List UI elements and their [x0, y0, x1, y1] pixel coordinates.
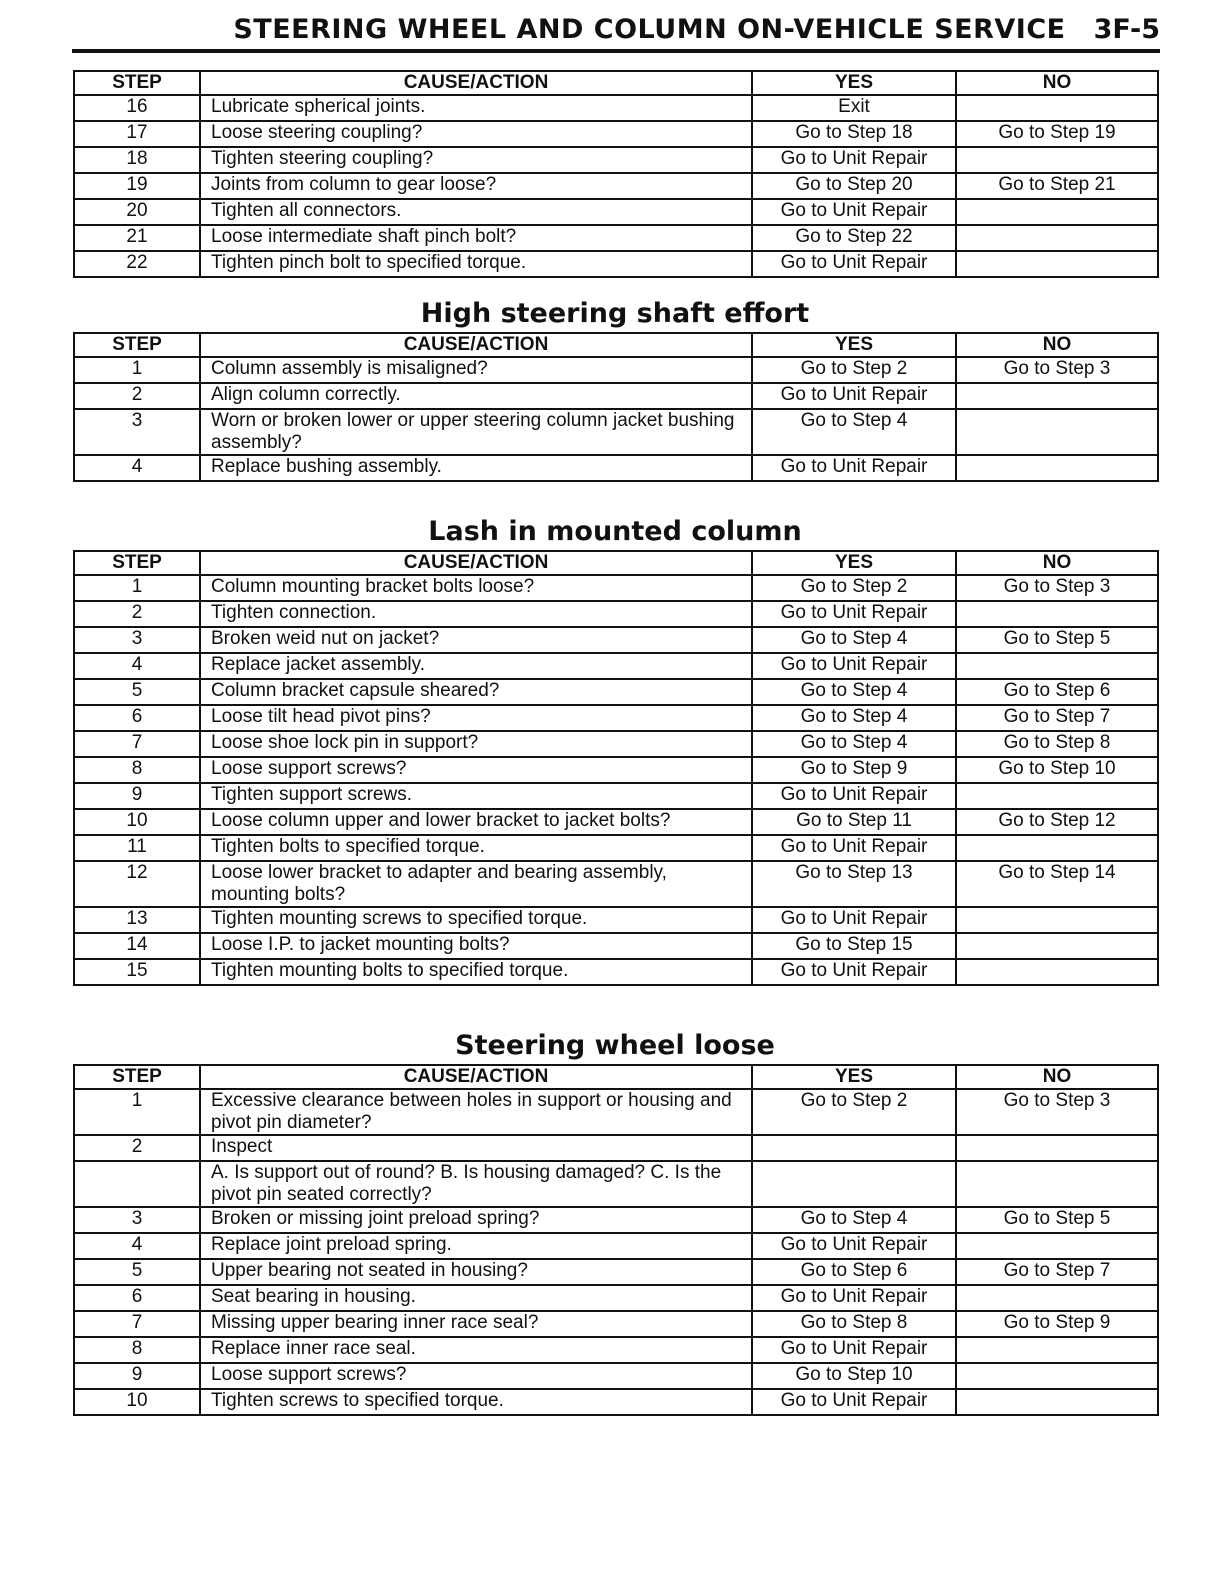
no-cell: Go to Step 5: [956, 627, 1158, 653]
table-row: [74, 809, 1158, 835]
table-row: [74, 757, 1158, 783]
cause-action-cell: Joints from column to gear loose?: [200, 173, 752, 199]
table-row: [74, 933, 1158, 959]
cause-action-cell: Broken weid nut on jacket?: [200, 627, 752, 653]
col-header-yes: YES: [752, 71, 956, 95]
table-row: [74, 1389, 1158, 1415]
cause-action-cell: Column bracket capsule sheared?: [200, 679, 752, 705]
table-row: [74, 409, 1158, 455]
step-cell: 14: [74, 933, 200, 959]
no-cell: [956, 383, 1158, 409]
step-cell: 5: [74, 1259, 200, 1285]
no-cell: [956, 409, 1158, 455]
table-row: [74, 383, 1158, 409]
page-title: STEERING WHEEL AND COLUMN ON-VEHICLE SERVICE: [233, 14, 1066, 45]
step-cell: 10: [74, 809, 200, 835]
cause-action-cell: Worn or broken lower or upper steering column jacket bushing assembly?: [200, 409, 752, 455]
cause-action-cell: Replace bushing assembly.: [200, 455, 752, 481]
no-cell: [956, 907, 1158, 933]
table-row: [74, 173, 1158, 199]
yes-cell: Go to Unit Repair: [752, 251, 956, 277]
cause-action-cell: Loose lower bracket to adapter and bearing assembly, mounting bolts?: [200, 861, 752, 907]
step-cell: 8: [74, 1337, 200, 1363]
no-cell: [956, 1337, 1158, 1363]
cause-action-cell: Tighten pinch bolt to specified torque.: [200, 251, 752, 277]
table-row: [74, 575, 1158, 601]
yes-cell: Go to Step 6: [752, 1259, 956, 1285]
yes-cell: [752, 1161, 956, 1207]
yes-cell: Go to Unit Repair: [752, 783, 956, 809]
step-cell: 2: [74, 383, 200, 409]
yes-cell: Go to Unit Repair: [752, 199, 956, 225]
cause-action-cell: Upper bearing not seated in housing?: [200, 1259, 752, 1285]
step-cell: 9: [74, 783, 200, 809]
col-header-cause: CAUSE/ACTION: [200, 551, 752, 575]
cause-action-cell: Loose shoe lock pin in support?: [200, 731, 752, 757]
yes-cell: Go to Unit Repair: [752, 907, 956, 933]
col-header-no: NO: [956, 1065, 1158, 1089]
cause-action-cell: Replace jacket assembly.: [200, 653, 752, 679]
step-cell: 3: [74, 1207, 200, 1233]
cause-action-cell: Loose steering coupling?: [200, 121, 752, 147]
no-cell: [956, 147, 1158, 173]
col-header-yes: YES: [752, 333, 956, 357]
no-cell: [956, 783, 1158, 809]
step-cell: 5: [74, 679, 200, 705]
no-cell: Go to Step 12: [956, 809, 1158, 835]
step-cell: 4: [74, 455, 200, 481]
yes-cell: Go to Unit Repair: [752, 1233, 956, 1259]
table-row: [74, 1259, 1158, 1285]
no-cell: Go to Step 10: [956, 757, 1158, 783]
diagnosis-table: [73, 332, 1159, 482]
steering-wheel-loose-section: [73, 1028, 1157, 1416]
yes-cell: Go to Unit Repair: [752, 1389, 956, 1415]
yes-cell: [752, 1135, 956, 1161]
col-header-step: STEP: [74, 551, 200, 575]
table-row: [74, 1089, 1158, 1135]
no-cell: [956, 1363, 1158, 1389]
step-cell: [74, 1161, 200, 1207]
step-cell: 4: [74, 653, 200, 679]
no-cell: Go to Step 3: [956, 575, 1158, 601]
step-cell: 1: [74, 575, 200, 601]
no-cell: Go to Step 21: [956, 173, 1158, 199]
table-row: [74, 1363, 1158, 1389]
cause-action-cell: Loose I.P. to jacket mounting bolts?: [200, 933, 752, 959]
section-heading: Steering wheel loose: [455, 1030, 775, 1061]
step-cell: 19: [74, 173, 200, 199]
cause-action-cell: Replace inner race seal.: [200, 1337, 752, 1363]
no-cell: Go to Step 9: [956, 1311, 1158, 1337]
cause-action-cell: Align column correctly.: [200, 383, 752, 409]
step-cell: 18: [74, 147, 200, 173]
no-cell: Go to Step 14: [956, 861, 1158, 907]
cause-action-cell: Missing upper bearing inner race seal?: [200, 1311, 752, 1337]
table-row: [74, 1311, 1158, 1337]
col-header-no: NO: [956, 551, 1158, 575]
table-header-row: [74, 71, 1158, 95]
no-cell: Go to Step 8: [956, 731, 1158, 757]
yes-cell: Go to Step 13: [752, 861, 956, 907]
step-cell: 3: [74, 409, 200, 455]
yes-cell: Exit: [752, 95, 956, 121]
table-row: [74, 1161, 1158, 1207]
cause-action-cell: Excessive clearance between holes in support or housing and pivot pin diameter?: [200, 1089, 752, 1135]
yes-cell: Go to Step 2: [752, 1089, 956, 1135]
no-cell: Go to Step 7: [956, 1259, 1158, 1285]
page-number: 3F-5: [1093, 14, 1160, 45]
section-heading: High steering shaft effort: [420, 298, 810, 329]
cause-action-cell: Loose intermediate shaft pinch bolt?: [200, 225, 752, 251]
cause-action-cell: Loose tilt head pivot pins?: [200, 705, 752, 731]
table-row: [74, 147, 1158, 173]
no-cell: Go to Step 3: [956, 1089, 1158, 1135]
step-cell: 7: [74, 731, 200, 757]
table-row: [74, 679, 1158, 705]
cause-action-cell: Tighten mounting screws to specified torque.: [200, 907, 752, 933]
no-cell: [956, 601, 1158, 627]
cause-action-cell: Replace joint preload spring.: [200, 1233, 752, 1259]
no-cell: [956, 199, 1158, 225]
yes-cell: Go to Step 4: [752, 731, 956, 757]
step-cell: 6: [74, 1285, 200, 1311]
no-cell: [956, 1233, 1158, 1259]
yes-cell: Go to Step 4: [752, 705, 956, 731]
cause-action-cell: Column mounting bracket bolts loose?: [200, 575, 752, 601]
section-heading: Lash in mounted column: [428, 516, 802, 547]
table-row: [74, 653, 1158, 679]
col-header-cause: CAUSE/ACTION: [200, 71, 752, 95]
yes-cell: Go to Step 20: [752, 173, 956, 199]
no-cell: [956, 225, 1158, 251]
lash-in-mounted-column-section: [73, 514, 1157, 986]
col-header-cause: CAUSE/ACTION: [200, 1065, 752, 1089]
yes-cell: Go to Step 15: [752, 933, 956, 959]
no-cell: [956, 1161, 1158, 1207]
table-row: [74, 225, 1158, 251]
cause-action-cell: A. Is support out of round? B. Is housing damaged? C. Is the pivot pin seated correctly?: [200, 1161, 752, 1207]
cause-action-cell: Tighten steering coupling?: [200, 147, 752, 173]
table-row: [74, 455, 1158, 481]
table-row: [74, 907, 1158, 933]
col-header-step: STEP: [74, 1065, 200, 1089]
table-row: [74, 959, 1158, 985]
table-row: [74, 835, 1158, 861]
page-header: [72, 14, 1160, 53]
cause-action-cell: Broken or missing joint preload spring?: [200, 1207, 752, 1233]
step-cell: 10: [74, 1389, 200, 1415]
yes-cell: Go to Unit Repair: [752, 1337, 956, 1363]
yes-cell: Go to Unit Repair: [752, 959, 956, 985]
no-cell: [956, 1285, 1158, 1311]
cause-action-cell: Tighten connection.: [200, 601, 752, 627]
yes-cell: Go to Unit Repair: [752, 601, 956, 627]
no-cell: [956, 1389, 1158, 1415]
no-cell: [956, 653, 1158, 679]
yes-cell: Go to Unit Repair: [752, 455, 956, 481]
table-row: [74, 1233, 1158, 1259]
table-row: [74, 705, 1158, 731]
yes-cell: Go to Step 8: [752, 1311, 956, 1337]
step-cell: 16: [74, 95, 200, 121]
cause-action-cell: Tighten screws to specified torque.: [200, 1389, 752, 1415]
step-cell: 2: [74, 1135, 200, 1161]
cause-action-cell: Tighten mounting bolts to specified torque.: [200, 959, 752, 985]
diagnosis-table: [73, 1064, 1159, 1416]
cause-action-cell: Loose support screws?: [200, 757, 752, 783]
col-header-yes: YES: [752, 1065, 956, 1089]
no-cell: [956, 835, 1158, 861]
table-row: [74, 121, 1158, 147]
no-cell: Go to Step 3: [956, 357, 1158, 383]
col-header-step: STEP: [74, 71, 200, 95]
cause-action-cell: Tighten support screws.: [200, 783, 752, 809]
table-row: [74, 783, 1158, 809]
no-cell: Go to Step 6: [956, 679, 1158, 705]
no-cell: Go to Step 5: [956, 1207, 1158, 1233]
step-cell: 4: [74, 1233, 200, 1259]
table-row: [74, 1337, 1158, 1363]
cause-action-cell: Loose support screws?: [200, 1363, 752, 1389]
cause-action-cell: Inspect: [200, 1135, 752, 1161]
table-row: [74, 199, 1158, 225]
step-cell: 17: [74, 121, 200, 147]
diagnosis-table: [73, 550, 1159, 986]
cause-action-cell: Column assembly is misaligned?: [200, 357, 752, 383]
yes-cell: Go to Unit Repair: [752, 147, 956, 173]
yes-cell: Go to Step 2: [752, 575, 956, 601]
no-cell: [956, 251, 1158, 277]
yes-cell: Go to Step 4: [752, 1207, 956, 1233]
step-cell: 22: [74, 251, 200, 277]
col-header-yes: YES: [752, 551, 956, 575]
step-cell: 1: [74, 357, 200, 383]
no-cell: [956, 1135, 1158, 1161]
table-row: [74, 861, 1158, 907]
cause-action-cell: Seat bearing in housing.: [200, 1285, 752, 1311]
no-cell: [956, 933, 1158, 959]
yes-cell: Go to Unit Repair: [752, 1285, 956, 1311]
yes-cell: Go to Step 11: [752, 809, 956, 835]
yes-cell: Go to Step 9: [752, 757, 956, 783]
col-header-no: NO: [956, 71, 1158, 95]
yes-cell: Go to Step 22: [752, 225, 956, 251]
step-cell: 20: [74, 199, 200, 225]
table-row: [74, 251, 1158, 277]
step-cell: 8: [74, 757, 200, 783]
table-row: [74, 1207, 1158, 1233]
yes-cell: Go to Step 4: [752, 679, 956, 705]
cause-action-cell: Loose column upper and lower bracket to jacket bolts?: [200, 809, 752, 835]
step-cell: 13: [74, 907, 200, 933]
step-cell: 11: [74, 835, 200, 861]
table-header-row: [74, 1065, 1158, 1089]
step-cell: 6: [74, 705, 200, 731]
yes-cell: Go to Unit Repair: [752, 835, 956, 861]
yes-cell: Go to Step 18: [752, 121, 956, 147]
yes-cell: Go to Unit Repair: [752, 653, 956, 679]
table-row: [74, 95, 1158, 121]
no-cell: Go to Step 19: [956, 121, 1158, 147]
diagnosis-table: [73, 70, 1159, 278]
table-row: [74, 357, 1158, 383]
yes-cell: Go to Unit Repair: [752, 383, 956, 409]
yes-cell: Go to Step 4: [752, 409, 956, 455]
step-cell: 12: [74, 861, 200, 907]
cause-action-cell: Tighten bolts to specified torque.: [200, 835, 752, 861]
step-cell: 3: [74, 627, 200, 653]
troubleshooting-table-continued: [73, 70, 1157, 278]
step-cell: 21: [74, 225, 200, 251]
table-row: [74, 601, 1158, 627]
col-header-cause: CAUSE/ACTION: [200, 333, 752, 357]
col-header-step: STEP: [74, 333, 200, 357]
col-header-no: NO: [956, 333, 1158, 357]
step-cell: 9: [74, 1363, 200, 1389]
yes-cell: Go to Step 10: [752, 1363, 956, 1389]
no-cell: [956, 959, 1158, 985]
table-row: [74, 1135, 1158, 1161]
table-row: [74, 1285, 1158, 1311]
step-cell: 1: [74, 1089, 200, 1135]
table-row: [74, 627, 1158, 653]
step-cell: 15: [74, 959, 200, 985]
no-cell: Go to Step 7: [956, 705, 1158, 731]
high-steering-shaft-effort-section: [73, 296, 1157, 482]
no-cell: [956, 95, 1158, 121]
yes-cell: Go to Step 2: [752, 357, 956, 383]
table-row: [74, 731, 1158, 757]
step-cell: 7: [74, 1311, 200, 1337]
cause-action-cell: Lubricate spherical joints.: [200, 95, 752, 121]
step-cell: 2: [74, 601, 200, 627]
table-header-row: [74, 333, 1158, 357]
table-header-row: [74, 551, 1158, 575]
no-cell: [956, 455, 1158, 481]
yes-cell: Go to Step 4: [752, 627, 956, 653]
cause-action-cell: Tighten all connectors.: [200, 199, 752, 225]
